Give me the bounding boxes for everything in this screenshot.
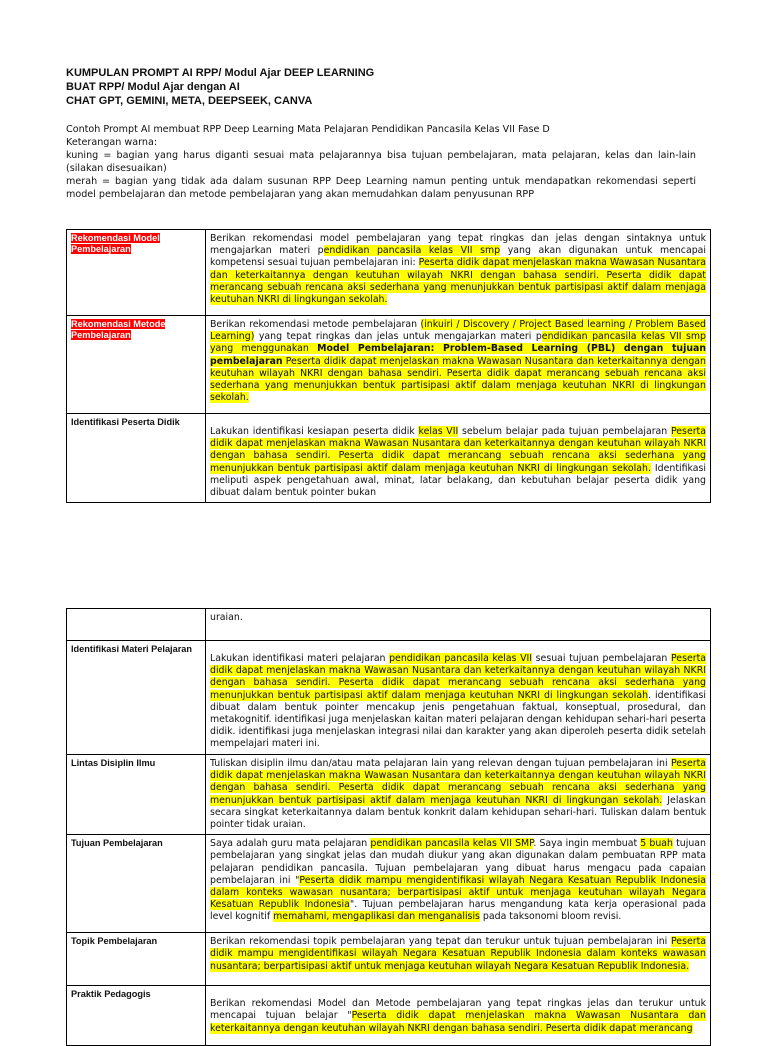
header-line-3: CHAT GPT, GEMINI, META, DEEPSEEK, CANVA [66,95,313,107]
yellow-highlight: Peserta didik dapat menjelaskan makna Wawasan Nusantara dan keterkaitannya dengan keutuhan wilayah NKRI dengan bahasa sendiri. Peserta didik dapat merancang sebuah rencana aksi sederhana yang menunjukkan bentuk partisipasi aktif dalam menjaga keutuhan NKRI di lingkungan sekolah. [210,257,706,306]
row-prompt: Berikan rekomendasi topik pembelajaran yang tepat dan terukur untuk tujuan pembelajaran ini Peserta didik mampu mengidentifikasi wilayah Negara Kesatuan Republik Indonesia dalam konteks wawasan nusantara; berpartisipasi aktif untuk menjaga keutuhan wilayah Negara Kesatuan Republik Indonesia. [206,933,711,986]
bold-text: Model Pembelajaran: Problem-Based Learning (PBL) dengan tujuan pembelajaran [210,343,706,367]
header-line-2: BUAT RPP/ Modul Ajar dengan AI [66,81,240,93]
legend-red: merah = bagian yang tidak ada dalam susunan RPP Deep Learning namun penting untuk mendapatkan rekomendasi seperti model pembelajaran dan metode pembelajaran yang akan memudahkan dalam penyusunan RPP [66,176,696,200]
row-label: Topik Pembelajaran [67,933,206,986]
row-prompt: Lakukan identifikasi kesiapan peserta didik kelas VII sebelum belajar pada tujuan pembelajaran Peserta didik dapat menjelaskan makna Wawasan Nusantara dan keterkaitannya dengan keutuhan wilayah NKRI dengan bahasa sendiri. Peserta didik dapat merancang sebuah rencana aksi sederhana yang menunjukkan bentuk partisipasi aktif dalam menjaga keutuhan NKRI di lingkungan sekolah. Identifikasi meliputi aspek pengetahuan awal, minat, latar belakang, dan kebutuhan belajar peserta didik yang dibuat dalam bentuk pointer bukan [206,414,711,503]
color-legend-title: Keterangan warna: [66,137,158,148]
row-label: Lintas Disiplin Ilmu [67,755,206,835]
table-row [67,316,711,414]
intro-section [66,123,696,201]
yellow-highlight: pendidikan pancasila kelas VII [389,653,533,664]
yellow-highlight: Peserta didik dapat menjelaskan makna Wawasan Nusantara dan keterkaitannya dengan keutuhan wilayah NKRI dengan bahasa sendiri. Peserta didik dapat merancang [210,1010,706,1034]
yellow-highlight: Peserta didik dapat menjelaskan makna Wawasan Nusantara dan keterkaitannya dengan keutuhan wilayah NKRI dengan bahasa sendiri. Peserta didik dapat merancang sebuah rencana aksi sederhana yang menunjukkan bentuk partisipasi aktif dalam menjaga keutuhan NKRI di lingkungan sekolah. [210,758,706,806]
yellow-highlight: 5 buah [640,838,673,850]
row-prompt: Berikan rekomendasi Model dan Metode pembelajaran yang tepat ringkas jelas dan terukur untuk mencapai tujuan belajar "Peserta didik dapat menjelaskan makna Wawasan Nusantara dan keterkaitannya dengan keutuhan wilayah NKRI dengan bahasa sendiri. Peserta didik dapat merancang [206,986,711,1046]
row-prompt: Berikan rekomendasi metode pembelajaran (inkuiri / Discovery / Project Based learning / Problem Based Learning) yang tepat ringkas dan jelas untuk mengajarkan materi pendidikan pancasila kelas VII smp yang menggunakan Model Pembelajaran: Problem-Based Learning (PBL) dengan tujuan pembelajaran Peserta didik dapat menjelaskan makna Wawasan Nusantara dan keterkaitannya dengan keutuhan wilayah NKRI dengan bahasa sendiri. Peserta didik dapat merancang sebuah rencana aksi sederhana yang menunjukkan bentuk partisipasi aktif dalam menjaga keutuhan NKRI di lingkungan sekolah. [206,316,711,414]
table-row [67,755,711,835]
row-label: Identifikasi Materi Pelajaran [67,641,206,755]
intro-title: Contoh Prompt AI membuat RPP Deep Learning Mata Pelajaran Pendidikan Pancasila Kelas VII Fase D [66,124,550,135]
red-highlight: Rekomendasi Model Pembelajaran [71,233,160,254]
yellow-highlight: Peserta didik dapat menjelaskan makna Wawasan Nusantara dan keterkaitannya dengan keutuhan wilayah NKRI dengan bahasa sendiri. Peserta didik dapat merancang sebuah rencana aksi sederhana yang menunjukkan bentuk partisipasi aktif dalam menjaga keutuhan NKRI di lingkungan sekolah. [210,426,706,474]
table-row [67,414,711,503]
yellow-highlight: kelas VII [418,426,459,437]
yellow-highlight: Peserta didik dapat menjelaskan makna Wawasan Nusantara dan keterkaitannya dengan keutuhan wilayah NKRI dengan bahasa sendiri. Peserta didik dapat merancang sebuah rencana aksi sederhana yang menunjukkan bentuk partisipasi aktif dalam menjaga keutuhan NKRI di lingkungan sekolah [210,653,706,701]
row-prompt: Berikan rekomendasi model pembelajaran yang tepat ringkas dan jelas dengan sintaknya untuk mengajarkan materi pendidikan pancasila kelas VII smp yang akan digunakan untuk mencapai kompetensi sesuai tujuan pembelajaran ini: Peserta didik dapat menjelaskan makna Wawasan Nusantara dan keterkaitannya dengan keutuhan wilayah NKRI dengan bahasa sendiri. Peserta didik dapat merancang sebuah rencana aksi sederhana yang menunjukkan bentuk partisipasi aktif dalam menjaga keutuhan NKRI di lingkungan sekolah. [206,230,711,316]
row-prompt: Tuliskan disiplin ilmu dan/atau mata pelajaran lain yang relevan dengan tujuan pembelajaran ini Peserta didik dapat menjelaskan makna Wawasan Nusantara dan keterkaitannya dengan keutuhan wilayah NKRI dengan bahasa sendiri. Peserta didik dapat merancang sebuah rencana aksi sederhana yang menunjukkan bentuk partisipasi aktif dalam menjaga keutuhan NKRI di lingkungan sekolah. Jelaskan secara singkat keterkaitannya dalam bentuk konkrit dalam kehidupan sehari-hari. Tuliskan dalam bentuk pointer tidak uraian. [206,755,711,835]
row-label [67,230,206,316]
yellow-highlight: pendidikan pancasila kelas VII SMP [370,838,534,850]
table-row [67,933,711,986]
table-row [67,641,711,755]
yellow-highlight: Peserta didik dapat menjelaskan makna Wawasan Nusantara dan keterkaitannya dengan keutuhan wilayah NKRI dengan bahasa sendiri. Peserta didik dapat merancang sebuah rencana aksi sederhana yang menunjukkan bentuk partisipasi aktif dalam menjaga keutuhan NKRI di lingkungan sekolah. [210,355,706,404]
table-row [67,986,711,1046]
row-label: Identifikasi Peserta Didik [67,414,206,503]
table-row [67,835,711,933]
prompt-table-2 [66,608,711,1046]
table-row [67,230,711,316]
yellow-highlight: (inkuiri / Discovery / Project Based learning / Problem Based Learning) [210,319,706,343]
header-line-1: KUMPULAN PROMPT AI RPP/ Modul Ajar DEEP LEARNING [66,67,375,79]
yellow-highlight: Peserta didik mampu mengidentifikasi wilayah Negara Kesatuan Republik Indonesia dalam konteks wawasan nusantara; berpartisipasi aktif untuk menjaga keutuhan wilayah Negara Kesatuan Republik Indonesia [210,874,706,911]
table-row [67,609,711,641]
row-prompt: Saya adalah guru mata pelajaran pendidikan pancasila kelas VII SMP. Saya ingin membuat 5 buah tujuan pembelajaran yang singkat jelas dan mudah diukur yang akan digunakan dalam pembuatan RPP mata pelajaran pendidikan pancasila. Tujuan pembelajaran yang dibuat harus mengacu pada capaian pembelajaran ini "Peserta didik mampu mengidentifikasi wilayah Negara Kesatuan Republik Indonesia dalam konteks wawasan nusantara; berpartisipasi aktif untuk menjaga keutuhan wilayah Negara Kesatuan Republik Indonesia". Tujuan pembelajaran harus mengandung kata kerja operasional pada level kognitif memahami, mengaplikasi dan menganalisis pada taksonomi bloom revisi. [206,835,711,933]
yellow-highlight: endidikan pancasila kelas VII smp yang [210,331,706,355]
row-label: Praktik Pedagogis [67,986,206,1046]
yellow-highlight: endidikan pancasila kelas VII smp [323,245,501,257]
document-header [66,66,706,108]
row-label [67,316,206,414]
row-label: Tujuan Pembelajaran [67,835,206,933]
yellow-highlight: Peserta didik mampu mengidentifikasi wilayah Negara Kesatuan Republik Indonesia dalam konteks wawasan nusantara; berpartisipasi aktif untuk menjaga keutuhan wilayah Negara Kesatuan Republik Indonesia. [210,936,706,972]
prompt-table-1 [66,229,711,503]
legend-yellow: kuning = bagian yang harus diganti sesuai mata pelajarannya bisa tujuan pembelajaran, mata pelajaran, kelas dan lain-lain (silakan disesuaikan) [66,150,696,174]
red-highlight: Rekomendasi Metode Pembelajaran [71,319,166,340]
row-prompt: Lakukan identifikasi materi pelajaran pendidikan pancasila kelas VII sesuai tujuan pembelajaran Peserta didik dapat menjelaskan makna Wawasan Nusantara dan keterkaitannya dengan keutuhan wilayah NKRI dengan bahasa sendiri. Peserta didik dapat merancang sebuah rencana aksi sederhana yang menunjukkan bentuk partisipasi aktif dalam menjaga keutuhan NKRI di lingkungan sekolah. identifikasi dibuat dalam bentuk pointer mencakup jenis pengetahuan faktual, konseptual, prosedural, dan metakognitif. identifikasi juga menjelaskan kaitan materi pelajaran dengan kehidupan sehari-hari peserta didik. identifikasi juga menjelaskan integrasi nilai dan karakter yang akan diperoleh peserta didik setelah mempelajari materi ini. [206,641,711,755]
yellow-highlight: memahami, mengaplikasi dan menganalisis [273,911,480,923]
row-label [67,609,206,641]
row-prompt: uraian. [206,609,711,641]
